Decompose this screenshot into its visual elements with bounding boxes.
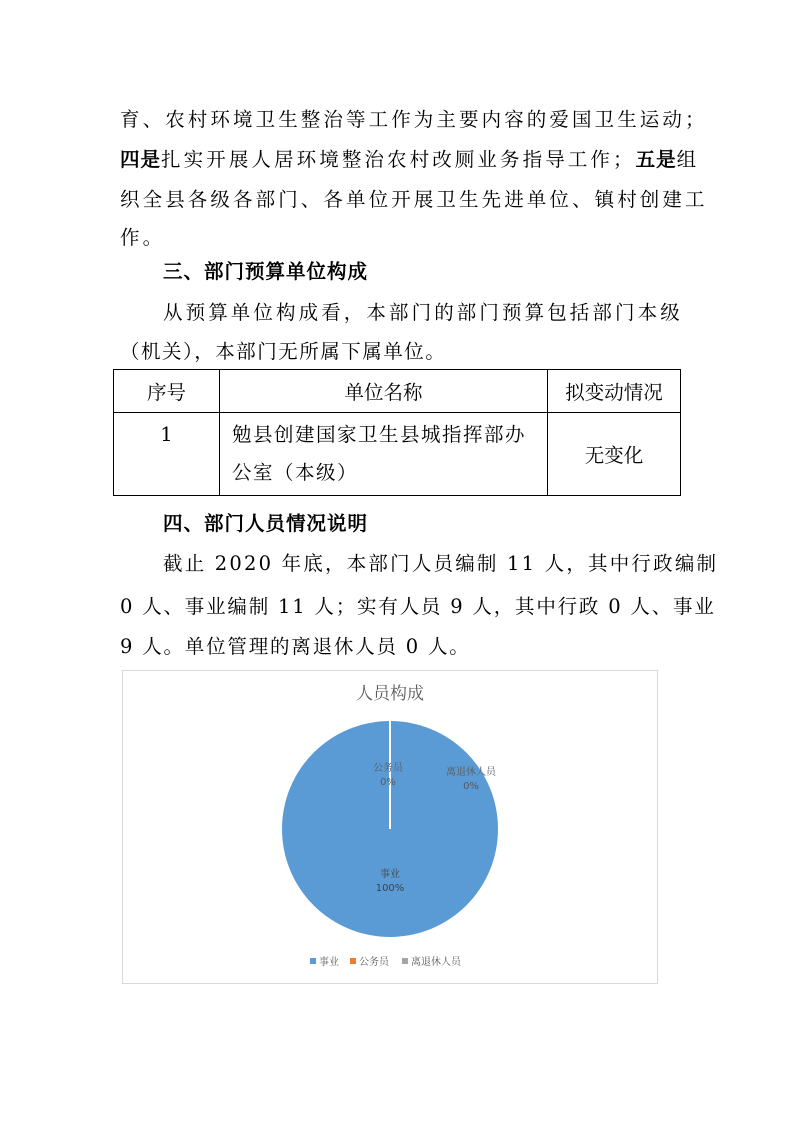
cell-no: 1 [114,413,220,496]
budget-units-table [113,369,681,496]
table-header-row [114,370,681,413]
paragraph-text: 扎实开展人居环境整治农村改厕业务指导工作； [161,148,636,171]
personnel-chart [122,670,658,984]
label-gongwuyuan-pct: 0% [380,777,396,788]
pie-chart-svg [123,671,657,983]
paragraph-line-4: 作。 [120,226,166,249]
label-lituixiu: 离退休人员 [446,767,496,778]
header-change: 拟变动情况 [548,370,681,413]
section3-text-2: （机关），本部门无所属下属单位。 [120,340,447,363]
cell-name-line1: 勉县创建国家卫生县城指挥部办 [232,423,527,446]
section4-text-1: 截止 2020 年底，本部门人员编制 11 人，其中行政编制 [163,552,719,575]
legend-swatch-gongwuyuan [350,958,356,964]
cell-change: 无变化 [548,413,681,496]
cell-name-line2: 公室（本级） [232,461,359,484]
label-shiye: 事业 [380,869,400,880]
section-heading-3: 三、部门预算单位构成 [163,260,369,283]
legend-label-gongwuyuan: 公务员 [359,957,389,968]
emphasis-four: 四是 [120,148,162,171]
legend-swatch-shiye [310,958,316,964]
legend-label-shiye: 事业 [319,957,339,968]
label-shiye-pct: 100% [375,883,405,894]
paragraph-line-2 [120,144,699,172]
paragraph-line-1: 育、农村环境卫生整治等工作为主要内容的爱国卫生运动； [120,108,708,131]
header-no: 序号 [114,370,220,413]
header-name: 单位名称 [220,370,548,413]
section3-text-1: 从预算单位构成看，本部门的部门预算包括部门本级 [163,301,683,324]
cell-name [220,413,548,496]
paragraph-text: 组 [676,148,700,171]
paragraph-line-3: 织全县各级各部门、各单位开展卫生先进单位、镇村创建工 [120,188,708,211]
section-heading-4: 四、部门人员情况说明 [163,512,369,535]
section4-text-2: 0 人、事业编制 11 人；实有人员 9 人，其中行政 0 人、事业 [120,595,716,618]
table-row [114,413,681,496]
label-lituixiu-pct: 0% [463,781,479,792]
legend-label-lituixiu: 离退休人员 [411,957,461,968]
chart-title: 人员构成 [356,684,424,704]
label-gongwuyuan: 公务员 [373,763,403,774]
emphasis-five: 五是 [635,148,677,171]
legend-swatch-lituixiu [402,958,408,964]
section4-text-3: 9 人。单位管理的离退休人员 0 人。 [120,635,471,658]
